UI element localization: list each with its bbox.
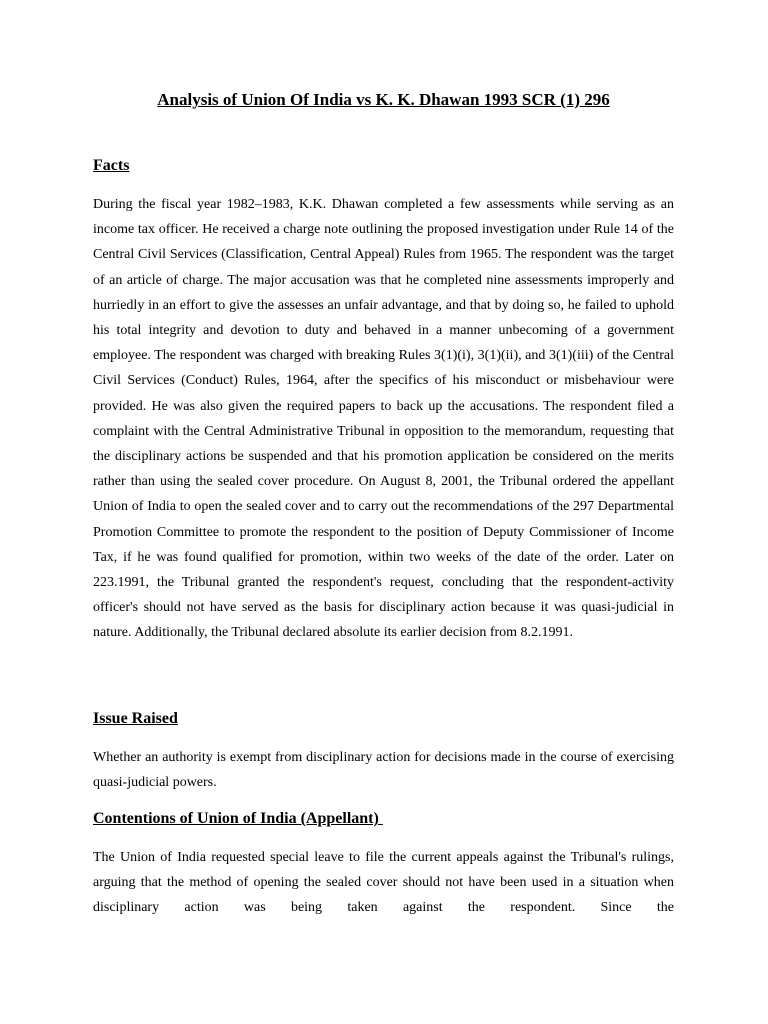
contentions-paragraph: The Union of India requested special leave to file the current appeals against the Tribunal's rulings, arguing that the method of opening the sealed cover should not have been used in a situation when disciplinary action was being taken against the respondent. Since the: [93, 850, 674, 916]
document-title: Analysis of Union Of India vs K. K. Dhawan 1993 SCR (1) 296: [157, 90, 610, 109]
facts-heading: Facts: [93, 157, 130, 174]
issue-raised-heading: Issue Raised: [93, 710, 178, 727]
facts-paragraph: During the fiscal year 1982–1983, K.K. Dhawan completed a few assessments while serving as an income tax officer. He received a charge note outlining the proposed investigation under Rule 14 of the Central Civil Services (Classification, Central Appeal) Rules from 1965. The respondent was the target of an article of charge. The major accusation was that he completed nine assessments improperly and hurriedly in an effort to give the assesses an unfair advantage, and that by doing so, he failed to uphold his total integrity and devotion to duty and behaved in a manner unbecoming of a government employee. The respondent was charged with breaking Rules 3(1)(i), 3(1)(ii), and 3(1)(iii) of the Central Civil Services (Conduct) Rules, 1964, after the specifics of his misconduct or misbehaviour were provided. He was also given the required papers to back up the accusations. The respondent filed a complaint with the Central Administrative Tribunal in opposition to the memorandum, requesting that the disciplinary actions be suspended and that his promotion application be considered on the merits rather than using the sealed cover procedure. On August 8, 2001, the Tribunal ordered the appellant Union of India to open the sealed cover and to carry out the recommendations of the 297 Departmental Promotion Committee to promote the respondent to the position of Deputy Commissioner of Income Tax, if he was found qualified for promotion, within two weeks of the date of the order. Later on 223.1991, the Tribunal granted the respondent's request, concluding that the respondent-activity officer's should not have served as the basis for disciplinary action because it was quasi-judicial in nature. Additionally, the Tribunal declared absolute its earlier decision from 8.2.1991.: [93, 197, 674, 641]
contentions-heading: Contentions of Union of India (Appellant): [93, 810, 383, 827]
issue-raised-paragraph: Whether an authority is exempt from disciplinary action for decisions made in the course of exercising quasi-judicial powers.: [93, 750, 674, 791]
